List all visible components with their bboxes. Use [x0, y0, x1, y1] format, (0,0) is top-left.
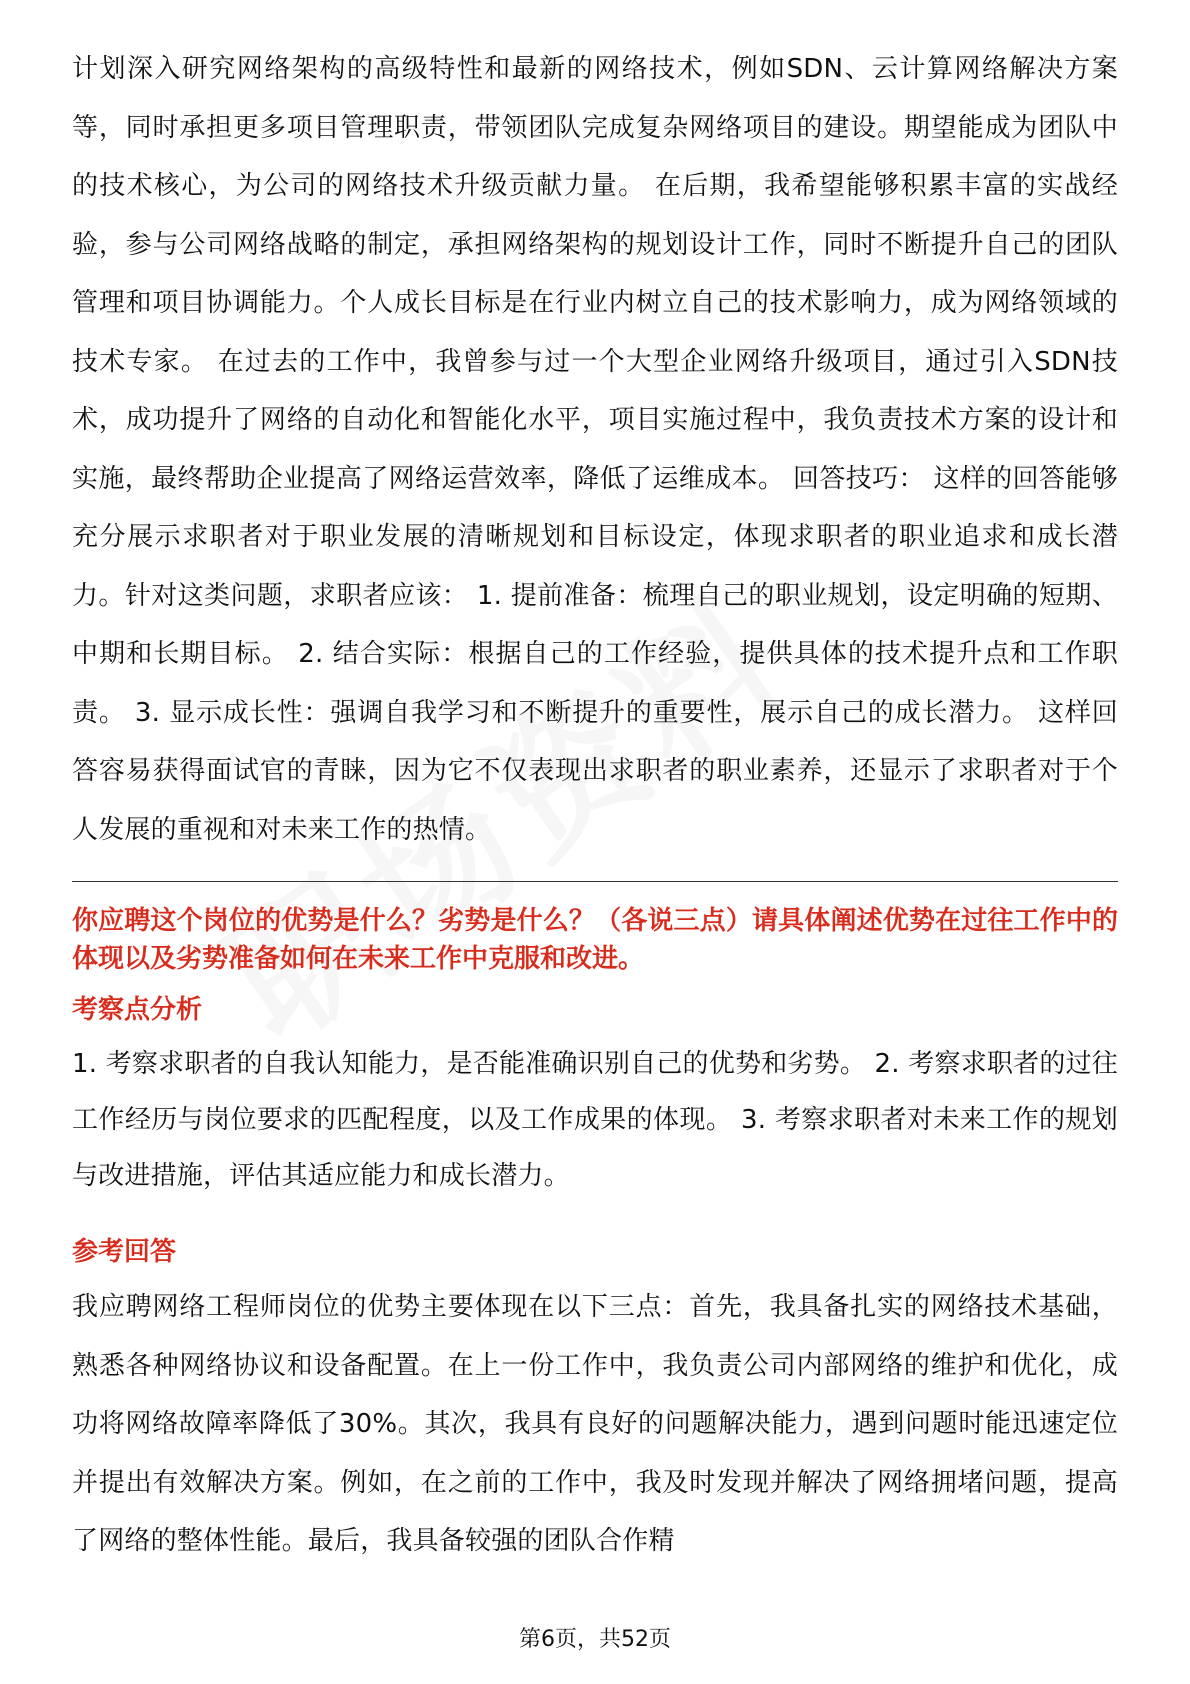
section-divider [72, 881, 1118, 882]
reference-section [72, 1232, 1118, 1571]
page-footer: 第6页，共52页 [519, 1627, 671, 1652]
analysis-text: 1. 考察求职者的自我认知能力，是否能准确识别自己的优势和劣势。 2. 考察求职者的过往工作经历与岗位要求的匹配程度，以及工作成果的体现。 3. 考察求职者对未来工作的规划与改进措施，评估其适应能力和成长潜力。 [72, 1049, 1118, 1191]
document-page [72, 40, 1118, 1571]
analysis-heading: 考察点分析 [72, 995, 203, 1025]
question-heading: 你应聘这个岗位的优势是什么？劣势是什么？（各说三点）请具体阐述优势在过往工作中的体现以及劣势准备如何在未来工作中克服和改进。 [72, 906, 1118, 974]
analysis-section [72, 990, 1118, 1204]
reference-text: 我应聘网络工程师岗位的优势主要体现在以下三点：首先，我具备扎实的网络技术基础，熟悉各种网络协议和设备配置。在上一份工作中，我负责公司内部网络的维护和优化，成功将网络故障率降低了30%。其次，我具有良好的问题解决能力，遇到问题时能迅速定位并提出有效解决方案。例如，在之前的工作中，我及时发现并解决了网络拥堵问题，提高了网络的整体性能。最后，我具备较强的团队合作精 [72, 1292, 1118, 1556]
intro-paragraph: 计划深入研究网络架构的高级特性和最新的网络技术，例如SDN、云计算网络解决方案等，同时承担更多项目管理职责，带领团队完成复杂网络项目的建设。期望能成为团队中的技术核心，为公司的网络技术升级贡献力量。 在后期，我希望能够积累丰富的实战经验，参与公司网络战略的制定，承担网络架构的规划设计工作，同时不断提升自己的团队管理和项目协调能力。个人成长目标是在行业内树立自己的技术影响力，成为网络领域的技术专家。 在过去的工作中，我曾参与过一个大型企业网络升级项目，通过引入SDN技术，成功提升了网络的自动化和智能化水平，项目实施过程中，我负责技术方案的设计和实施，最终帮助企业提高了网络运营效率，降低了运维成本。 回答技巧： 这样的回答能够充分展示求职者对于职业发展的清晰规划和目标设定，体现求职者的职业追求和成长潜力。针对这类问题，求职者应该： 1. 提前准备：梳理自己的职业规划，设定明确的短期、中期和长期目标。 2. 结合实际：根据自己的工作经验，提供具体的技术提升点和工作职责。 3. 显示成长性：强调自我学习和不断提升的重要性，展示自己的成长潜力。 这样回答容易获得面试官的青睐，因为它不仅表现出求职者的职业素养，还显示了求职者对于个人发展的重视和对未来工作的热情。 [72, 54, 1118, 845]
reference-heading: 参考回答 [72, 1237, 177, 1267]
